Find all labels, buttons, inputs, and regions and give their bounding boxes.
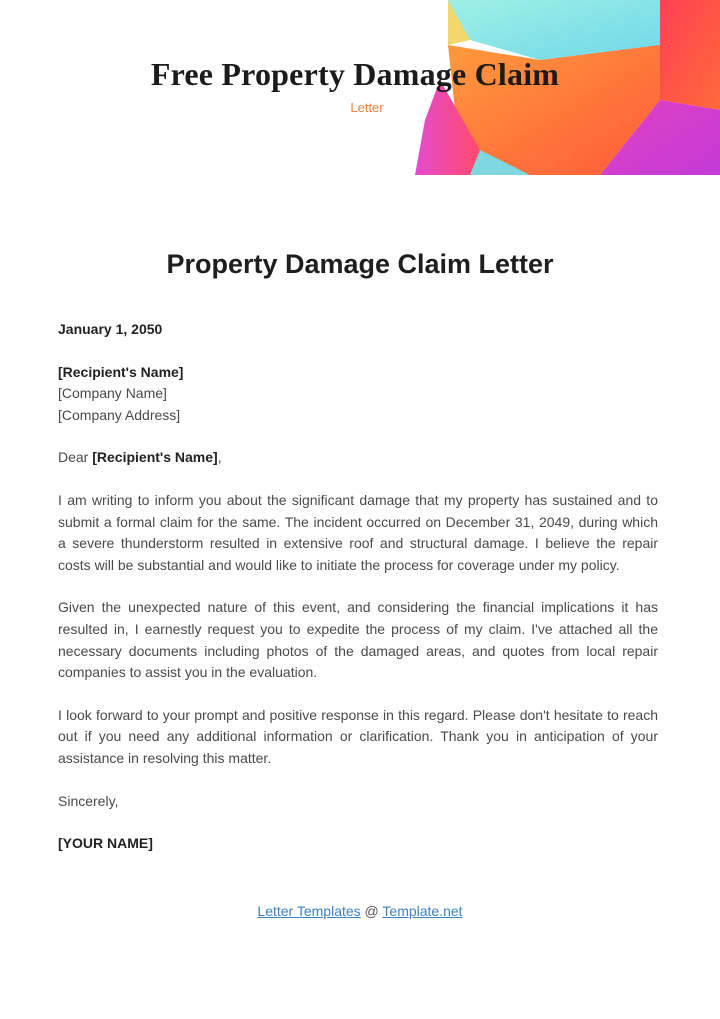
letter-templates-link[interactable]: Letter Templates (257, 903, 361, 919)
signature: [YOUR NAME] (58, 835, 153, 852)
footer-separator: @ (360, 903, 383, 919)
footer-credit (0, 903, 720, 919)
paragraph-3: I look forward to your prompt and positive response in this regard. Please don't hesitate to reach out if you need any additional information or clarification. Thank you in anticipation of your assistance in resolving this matter. (58, 706, 658, 766)
salutation-recipient: [Recipient's Name] (92, 449, 218, 466)
header-banner (0, 0, 720, 175)
letter-date: January 1, 2050 (58, 321, 163, 337)
paragraph-1: I am writing to inform you about the significant damage that my property has sustained and to submit a formal claim for the same. The incident occurred on December 31, 2049, during which a severe thunderstorm resulted in extensive roof and structural damage. I believe the repair costs will be substantial and would like to initiate the process for coverage under my policy. (58, 491, 658, 573)
banner-subtitle: Letter (350, 100, 384, 115)
salutation-prefix: Dear (58, 449, 93, 466)
letter-heading: Property Damage Claim Letter (166, 249, 554, 279)
recipient-name: [Recipient's Name] (58, 363, 184, 380)
letter-body (58, 319, 658, 855)
salutation (58, 447, 658, 469)
closing: Sincerely, (58, 792, 119, 809)
banner-title: Free Property Damage Claim (150, 56, 560, 92)
company-address: [Company Address] (58, 406, 181, 423)
paragraph-2: Given the unexpected nature of this event, and considering the financial implications it has resulted in, I earnestly request you to expedite the process of my claim. I've attached all the necessary documents including photos of the damaged areas, and quotes from local repair companies to assist you in the evaluation. (58, 599, 658, 681)
template-net-link[interactable]: Template.net (382, 903, 463, 919)
salutation-suffix: , (217, 449, 222, 466)
company-name: [Company Name] (58, 385, 167, 402)
